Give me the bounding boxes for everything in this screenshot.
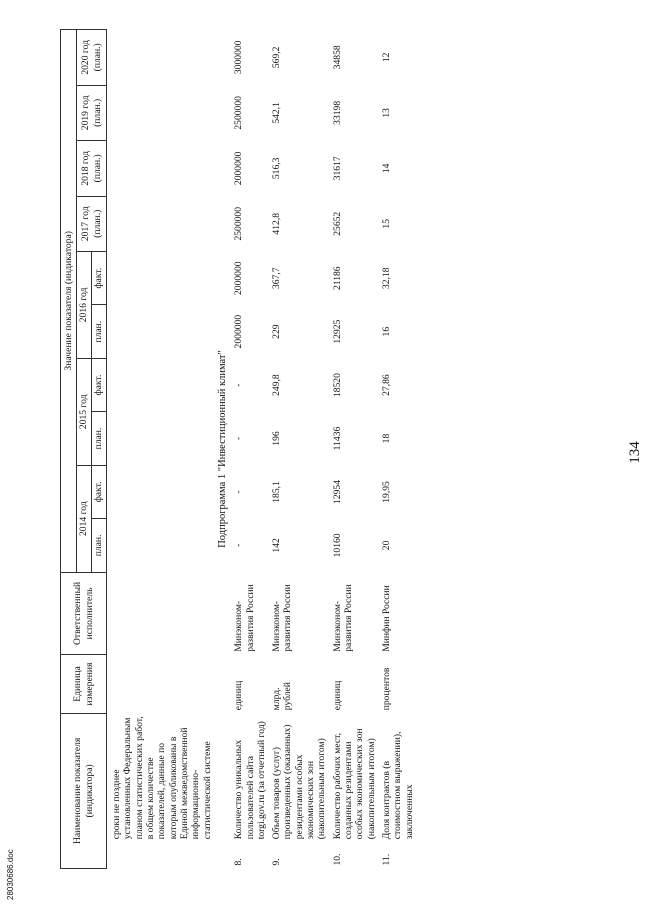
value-2015-plan: - <box>233 436 245 441</box>
value-2017-plan: 25652 <box>331 211 343 236</box>
continuation-row <box>107 30 215 869</box>
value-2014-plan: 20 <box>380 540 392 551</box>
header-year-2016: 2016 год <box>77 251 92 358</box>
unit-cell: единиц <box>233 680 245 711</box>
value-2016-fact: 32,18 <box>380 267 392 289</box>
row-number: 8. <box>233 858 245 866</box>
value-2014-plan: 142 <box>271 538 283 553</box>
table-header <box>61 30 107 869</box>
row-number: 9. <box>271 858 283 866</box>
value-2020-plan: 3000000 <box>233 40 245 75</box>
row-number: 10. <box>331 853 343 866</box>
value-2015-fact: 27,86 <box>380 374 392 396</box>
executor-cell: Минэконом-развития России <box>233 584 256 652</box>
value-2018-plan: 2000000 <box>233 151 245 186</box>
indicator-name: Количество рабочих мест, созданных резидентами особых экономических зон (накопительным итогом) <box>331 728 377 840</box>
value-2015-plan: 11436 <box>331 426 343 451</box>
subprogram-title: Подпрограмма 1 "Инвестиционный климат" <box>216 350 228 548</box>
table-row <box>379 30 417 869</box>
value-2014-fact: 185,1 <box>271 481 283 503</box>
indicator-table <box>60 29 417 869</box>
executor-cell: Минэконом-развития России <box>271 584 294 652</box>
executor-cell: Минфин России <box>380 585 392 652</box>
header-plan: план. <box>92 305 107 358</box>
header-year-2014: 2014 год <box>77 465 92 572</box>
file-footer: 28030686.doc <box>6 849 15 900</box>
table-row <box>231 30 269 869</box>
header-executor: Ответственный исполнитель <box>61 572 107 655</box>
value-2016-fact: 21186 <box>331 266 343 291</box>
value-2020-plan: 12 <box>380 52 392 63</box>
value-2017-plan: 2500000 <box>233 206 245 241</box>
header-year-2017: 2017 год (план.) <box>77 196 107 251</box>
value-2015-fact: 249,8 <box>271 374 283 396</box>
value-2015-plan: 196 <box>271 431 283 446</box>
header-year-2015: 2015 год <box>77 358 92 465</box>
header-year-2020: 2020 год (план.) <box>77 30 107 86</box>
executor-cell: Минэконом-развития России <box>331 584 354 652</box>
value-2019-plan: 2500000 <box>233 96 245 130</box>
value-2017-plan: 412,8 <box>271 212 283 235</box>
value-2020-plan: 569,2 <box>271 46 283 69</box>
value-2019-plan: 542,1 <box>271 102 283 124</box>
header-fact: факт. <box>92 465 107 518</box>
header-values-group: Значение показателя (индикатора) <box>61 30 77 573</box>
header-plan: план. <box>92 412 107 465</box>
value-2016-fact: 2000000 <box>233 261 245 295</box>
value-2016-fact: 367,7 <box>271 267 283 289</box>
value-2020-plan: 34858 <box>331 45 343 70</box>
indicator-name: Количество уникальных пользователей сайта torgi.gov.ru (за отчетный год) <box>233 721 267 840</box>
value-2014-fact: 12954 <box>331 479 343 504</box>
value-2016-plan: 16 <box>380 326 392 337</box>
value-2015-plan: 18 <box>380 433 392 444</box>
page-number: 134 <box>627 441 643 464</box>
value-2015-fact: 18520 <box>331 373 343 398</box>
header-year-2018: 2018 год (план.) <box>77 141 107 196</box>
value-2018-plan: 14 <box>380 163 392 174</box>
table-row <box>330 30 379 869</box>
unit-cell: млрд. рублей <box>271 682 294 711</box>
header-unit: Единица измерения <box>61 655 107 713</box>
value-2016-plan: 2000000 <box>233 314 245 349</box>
unit-cell: процентов <box>380 667 392 711</box>
value-2019-plan: 13 <box>380 108 392 118</box>
value-2018-plan: 31617 <box>331 156 343 181</box>
header-plan: план. <box>92 519 107 572</box>
header-indicator-name: Наименование показателя (индикатора) <box>61 713 107 868</box>
value-2016-plan: 12925 <box>331 319 343 344</box>
value-2018-plan: 516,3 <box>271 157 283 180</box>
indicator-name: Доля контрактов (в стоимостном выражении), заключенных <box>380 731 415 840</box>
row-number: 11. <box>380 853 392 866</box>
value-2014-fact: 19,95 <box>380 481 392 503</box>
value-2016-plan: 229 <box>271 324 283 339</box>
value-2014-plan: - <box>233 543 245 547</box>
subprogram-row <box>215 30 231 869</box>
unit-cell: единиц <box>331 680 343 711</box>
header-fact: факт. <box>92 358 107 411</box>
value-2014-fact: - <box>233 490 245 494</box>
value-2015-fact: - <box>233 383 245 387</box>
table-row <box>269 30 330 869</box>
value-2017-plan: 15 <box>380 218 392 229</box>
header-fact: факт. <box>92 251 107 304</box>
value-2014-plan: 10160 <box>331 533 343 558</box>
indicator-name: Объем товаров (услуг) произведенных (оказанных) резидентами особых экономических зон (накопительным итогом) <box>271 724 328 840</box>
continuation-text: сроки не позднее установленных Федеральным планом статистических работ, в общем количестве показателей, данные по которым опубликованы в Единой межведомственной информационно-статистической системе <box>111 716 213 840</box>
value-2019-plan: 33198 <box>331 100 343 125</box>
header-year-2019: 2019 год (план.) <box>77 85 107 140</box>
